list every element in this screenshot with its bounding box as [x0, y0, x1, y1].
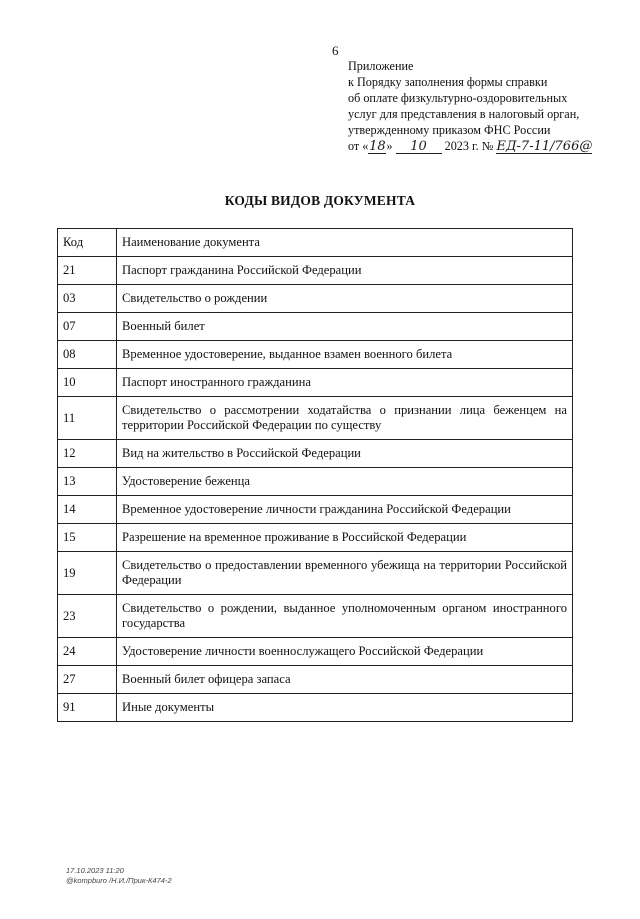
row-name: Паспорт гражданина Российской Федерации [117, 257, 573, 285]
row-code: 10 [58, 369, 117, 397]
appendix-line: об оплате физкультурно-оздоровительных [348, 91, 568, 105]
row-code: 21 [58, 257, 117, 285]
print-footer [66, 866, 172, 886]
document-title: КОДЫ ВИДОВ ДОКУМЕНТА [224, 193, 416, 208]
row-name: Свидетельство о рождении [117, 285, 573, 313]
row-name: Свидетельство о рассмотрении ходатайства о признании лица беженцем на территории Российской Федерации по существу [117, 397, 573, 440]
row-code: 23 [58, 595, 117, 638]
appendix-line: утвержденному приказом ФНС России [348, 123, 551, 137]
table-row [58, 694, 573, 722]
row-code: 03 [58, 285, 117, 313]
order-day: 18 [369, 139, 386, 154]
row-name: Временное удостоверение личности гражданина Российской Федерации [117, 496, 573, 524]
row-code: 15 [58, 524, 117, 552]
row-name: Военный билет офицера запаса [117, 666, 573, 694]
row-code: 27 [58, 666, 117, 694]
document-codes-table [57, 228, 573, 722]
row-code: 24 [58, 638, 117, 666]
header-name: Наименование документа [117, 229, 573, 257]
row-name: Удостоверение беженца [117, 468, 573, 496]
appendix-line: к Порядку заполнения формы справки [348, 75, 548, 89]
row-code: 08 [58, 341, 117, 369]
table-row [58, 666, 573, 694]
header-code: Код [58, 229, 117, 257]
table-row [58, 440, 573, 468]
table-header-row [58, 229, 573, 257]
order-month: 10 [396, 140, 442, 154]
table-row [58, 397, 573, 440]
table-row [58, 257, 573, 285]
row-name: Удостоверение личности военнослужащего Российской Федерации [117, 638, 573, 666]
row-name: Паспорт иностранного гражданина [117, 369, 573, 397]
table-row [58, 638, 573, 666]
table-row [58, 313, 573, 341]
page-number: 6 [332, 43, 339, 58]
row-name: Свидетельство о предоставлении временного убежища на территории Российской Федерации [117, 552, 573, 595]
order-number: ЕД-7-11/766@ [496, 139, 593, 154]
appendix-note [348, 58, 618, 154]
row-name: Временное удостоверение, выданное взамен военного билета [117, 341, 573, 369]
table-row [58, 468, 573, 496]
order-year-text: 2023 г. № [444, 139, 494, 153]
table-row [58, 524, 573, 552]
table-row [58, 341, 573, 369]
table-row [58, 369, 573, 397]
row-code: 13 [58, 468, 117, 496]
print-timestamp: 17.10.2023 11:20 [66, 866, 124, 875]
row-name: Разрешение на временное проживание в Российской Федерации [117, 524, 573, 552]
table-row [58, 285, 573, 313]
date-close: » [386, 139, 393, 153]
date-prefix: от « [348, 139, 369, 153]
row-code: 11 [58, 397, 117, 440]
row-code: 07 [58, 313, 117, 341]
row-code: 91 [58, 694, 117, 722]
row-code: 14 [58, 496, 117, 524]
table-row [58, 552, 573, 595]
row-name: Иные документы [117, 694, 573, 722]
row-name: Военный билет [117, 313, 573, 341]
row-name: Вид на жительство в Российской Федерации [117, 440, 573, 468]
row-name: Свидетельство о рождении, выданное уполномоченным органом иностранного государства [117, 595, 573, 638]
table-row [58, 496, 573, 524]
table-row [58, 595, 573, 638]
row-code: 12 [58, 440, 117, 468]
appendix-line: Приложение [348, 59, 414, 73]
appendix-line: услуг для представления в налоговый орган, [348, 107, 580, 121]
order-date-line [348, 138, 618, 154]
row-code: 19 [58, 552, 117, 595]
print-reference: @kompburo /Н.И./Прик-К474-2 [66, 876, 172, 885]
